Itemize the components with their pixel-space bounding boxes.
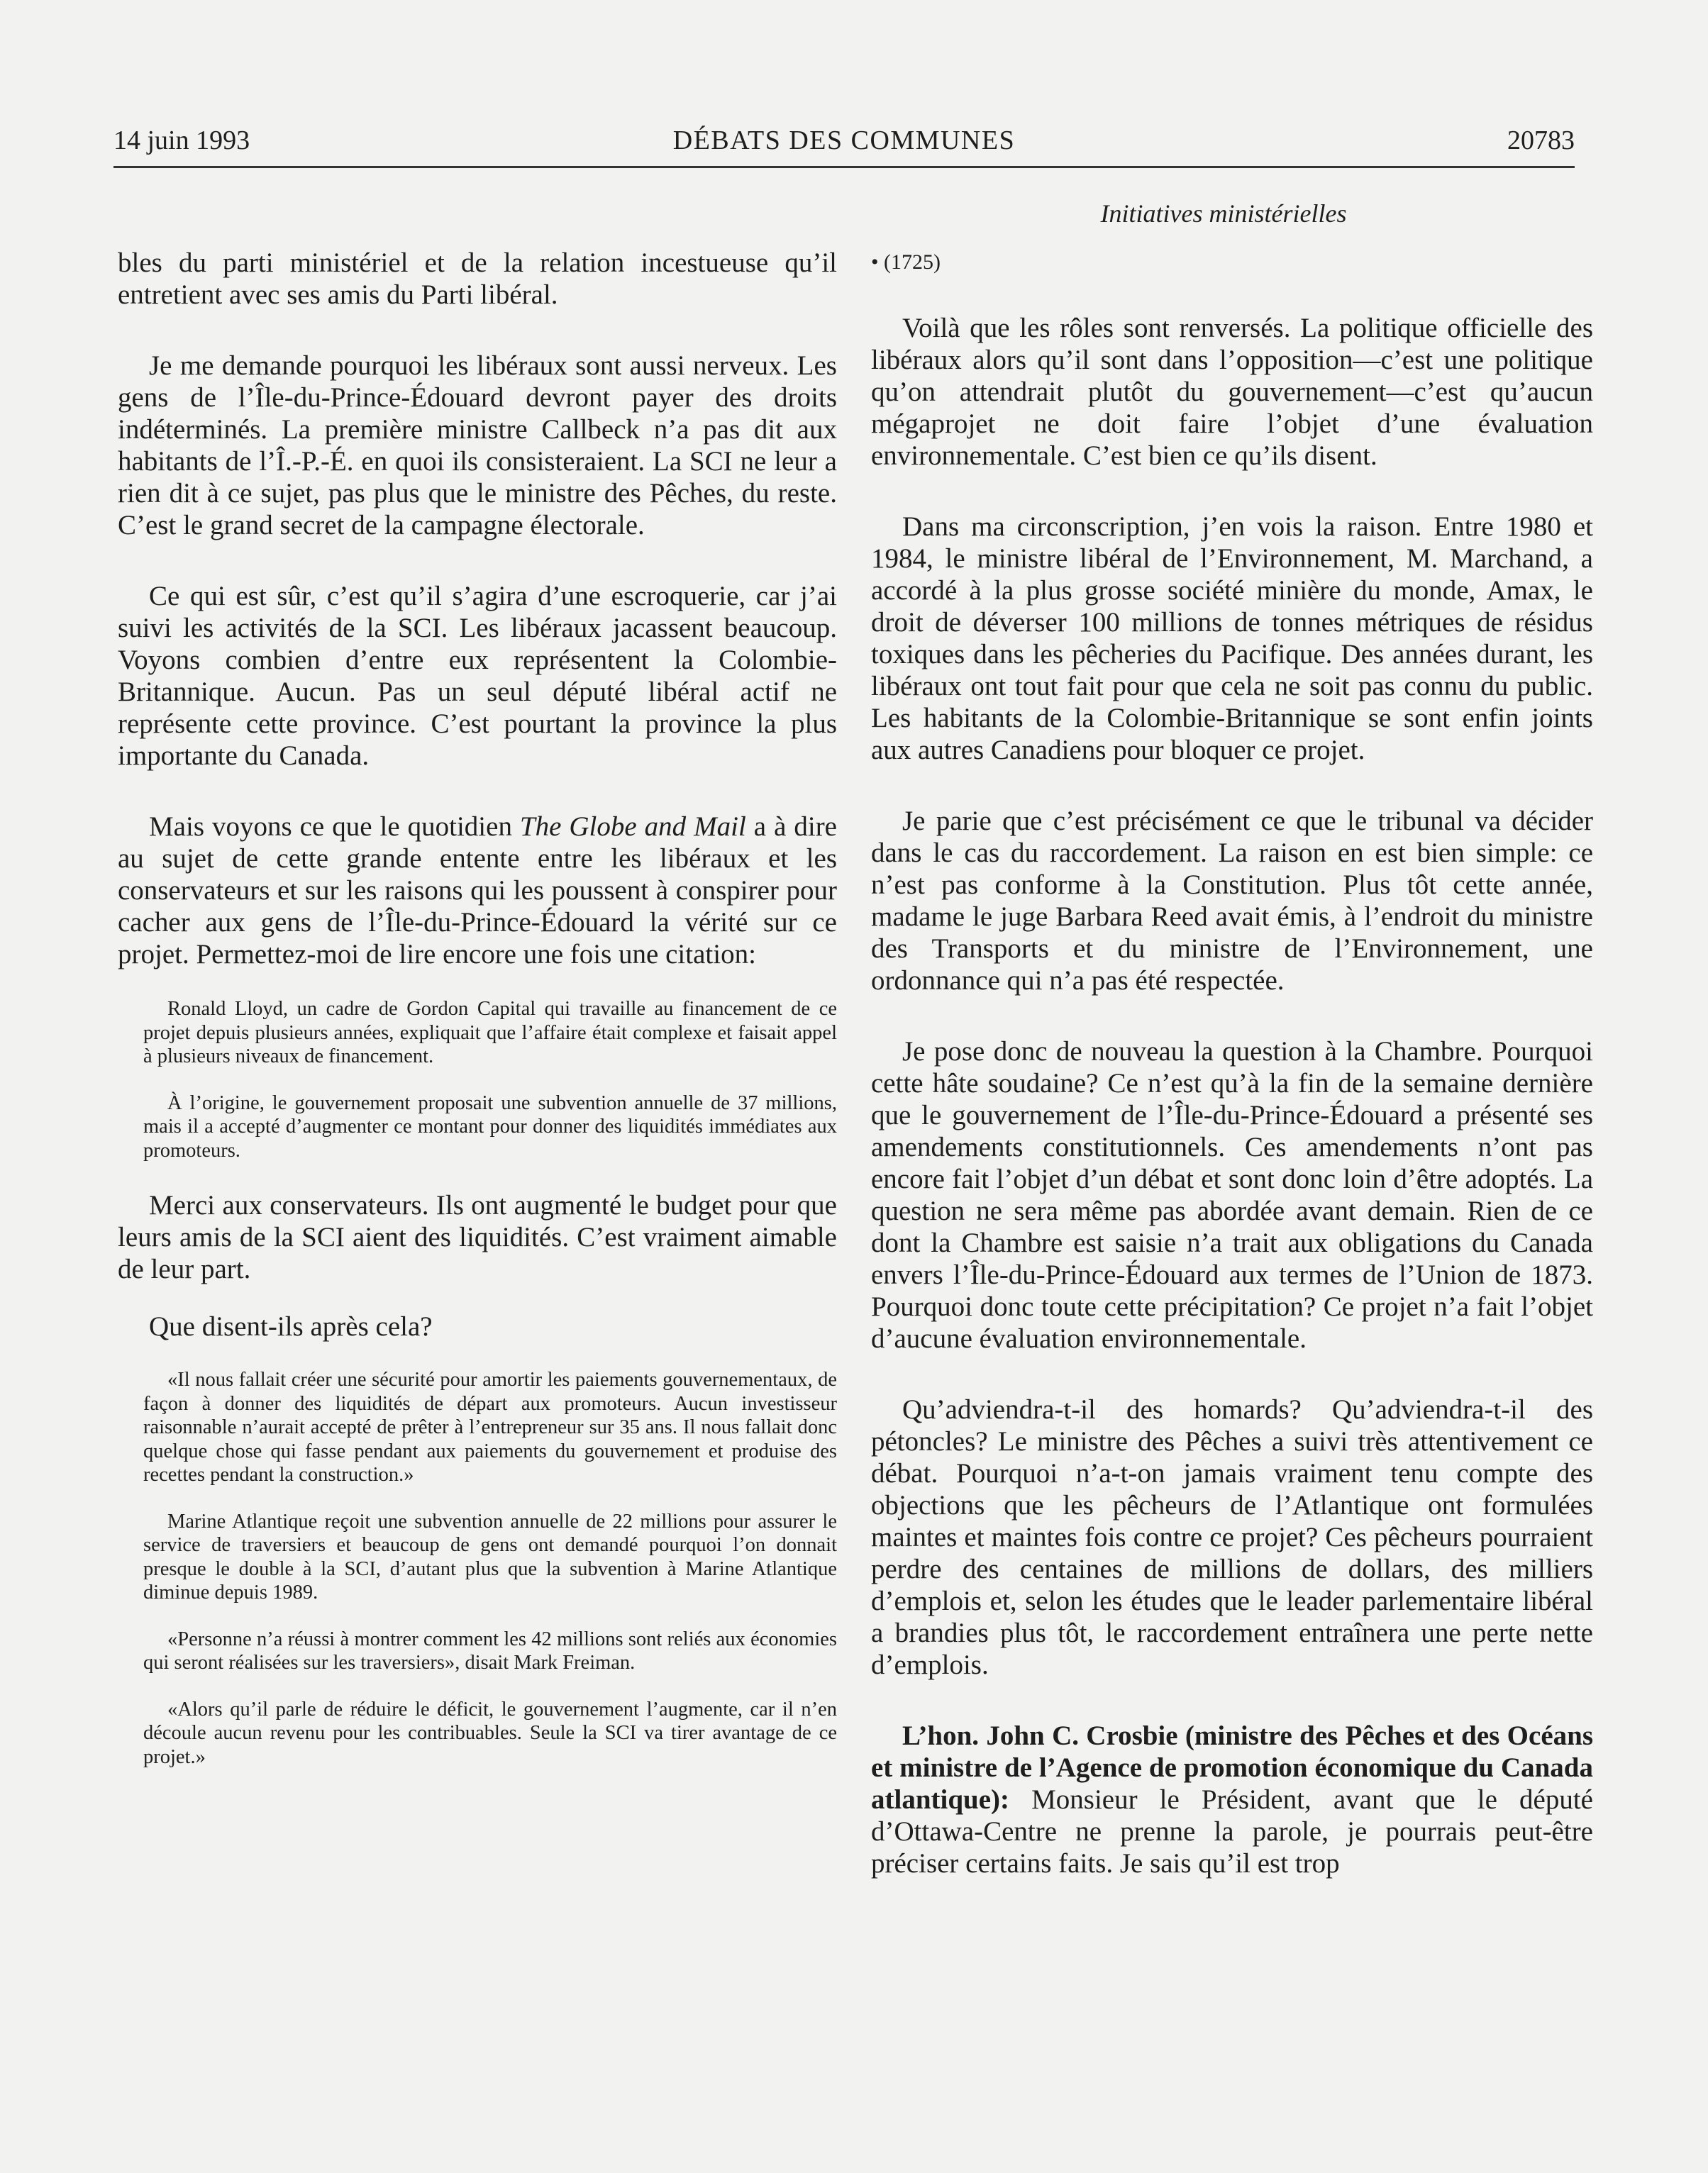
paragraph: Merci aux conservateurs. Ils ont augmenté le budget pour que leurs amis de la SCI aient des liquidités. C’est vraiment aimable de leur part. bbox=[118, 1190, 837, 1284]
paragraph: Je pose donc de nouveau la question à la Chambre. Pourquoi cette hâte soudaine? Ce n’est qu’à la fin de la semaine dernière que le gouvernement de l’Île-du-Prince-Édouard a présenté ses amendements constitutionnels. Ces amendements n’ont pas encore fait l’objet d’un débat et sont donc loin d’être adoptés. La question ne sera même pas abordée avant demain. Rien de ce dont la Chambre est saisie n’a trait aux obligations du Canada envers l’Île-du-Prince-Édouard aux termes de l’Union de 1873. Pourquoi donc toute cette précipitation? Ce projet n’a fait l’objet d’aucune évaluation environnementale. bbox=[871, 1036, 1593, 1354]
paragraph: Qu’adviendra-t-il des homards? Qu’adviendra-t-il des pétoncles? Le ministre des Pêches a suivi très attentivement ce débat. Pourquoi n’a-t-on jamais vraiment tenu compte des objections que les pêcheurs de l’Atlantique ont formulées maintes et maintes fois contre ce projet? Ces pêcheurs pourraient perdre des centaines de millions de dollars, des milliers d’emplois et, selon les études que le leader parlementaire libéral a brandies plus tôt, le raccordement entraînera une perte nette d’emplois. bbox=[871, 1394, 1593, 1680]
paragraph bbox=[118, 811, 837, 970]
paragraph: Je me demande pourquoi les libéraux sont aussi nerveux. Les gens de l’Île-du-Prince-Édouard devront payer des droits indéterminés. La première ministre Callbeck n’a pas dit aux habitants de l’Î.-P.-É. en quoi ils consisteraient. La SCI ne leur a rien dit à ce sujet, pas plus que le ministre des Pêches, du reste. C’est le grand secret de la campagne électorale. bbox=[118, 350, 837, 540]
quotation: «Alors qu’il parle de réduire le déficit, le gouvernement l’augmente, car il n’en découle aucun revenu pour les contribuables. Seule la SCI va tirer avantage de ce projet.» bbox=[143, 1698, 837, 1768]
paragraph: Je parie que c’est précisément ce que le tribunal va décider dans le cas du raccordement. La raison en est bien simple: ce n’est pas conforme à la Constitution. Plus tôt cette année, madame le juge Barbara Reed avait émis, à l’endroit du ministre des Transports et du ministre de l’Environnement, une ordonnance qui n’a pas été respectée. bbox=[871, 806, 1593, 996]
quotation: «Personne n’a réussi à montrer comment les 42 millions sont reliés aux économies qui seront réalisées sur les traversiers», disait Mark Freiman. bbox=[143, 1628, 837, 1674]
section-title: Initiatives ministérielles bbox=[1100, 199, 1347, 228]
paragraph-text: Monsieur le Président, avant que le député d’Ottawa-Centre ne prenne la parole, je pourrais peut-être préciser certains faits. Je sais qu’il est trop bbox=[871, 1784, 1593, 1879]
quotation: Ronald Lloyd, un cadre de Gordon Capital qui travaille au financement de ce projet depuis plusieurs années, expliquait que l’affaire était complexe et faisait appel à plusieurs niveaux de financement. bbox=[143, 998, 837, 1067]
paragraph-text: a à dire au sujet de cette grande entente entre les libéraux et les conservateurs et sur les raisons qui les poussent à conspirer pour cacher aux gens de l’Île-du-Prince-Édouard la vérité sur ce projet. Permettez-moi de lire encore une fois une citation: bbox=[118, 811, 837, 969]
quotation: «Il nous fallait créer une sécurité pour amortir les paiements gouvernementaux, de façon à donner des liquidités de départ aux promoteurs. Aucun investisseur raisonnable n’aurait accepté de prêter à l’entrepreneur sur 35 ans. Il nous fallait donc quelque chose qui fasse pendant aux paiements du gouvernement et produise des recettes pendant la construction.» bbox=[143, 1369, 837, 1486]
speaker-name: L’hon. John C. Crosbie (ministre des Pêches et des Océans et ministre de l’Agence de promotion économique du Canada atlantique): bbox=[871, 1721, 1593, 1815]
paragraph bbox=[871, 1720, 1593, 1879]
paragraph-text: Mais voyons ce que le quotidien bbox=[149, 811, 520, 842]
time-marker: • (1725) bbox=[871, 250, 941, 274]
left-column bbox=[118, 247, 837, 1769]
quotation: Marine Atlantique reçoit une subvention annuelle de 22 millions pour assurer le service de traversiers et beaucoup de gens ont demandé pourquoi l’on donnait presque le double à la SCI, d’autant plus que la subvention à Marine Atlantique diminue depuis 1989. bbox=[143, 1510, 837, 1604]
paragraph: bles du parti ministériel et de la relation incestueuse qu’il entretient avec ses amis du Parti libéral. bbox=[118, 248, 837, 310]
paragraph: Voilà que les rôles sont renversés. La politique officielle des libéraux alors qu’il sont dans l’opposition—c’est une politique qu’on attendrait plutôt du gouvernement—c’est qu’aucun mégaprojet ne doit faire l’objet d’une évaluation environnementale. C’est bien ce qu’ils disent. bbox=[871, 313, 1593, 471]
header-title: DÉBATS DES COMMUNES bbox=[672, 126, 1016, 155]
header-page-number: 20783 bbox=[1507, 126, 1575, 155]
right-column bbox=[871, 247, 1593, 1879]
paragraph: Que disent-ils après cela? bbox=[149, 1311, 433, 1342]
paragraph: Ce qui est sûr, c’est qu’il s’agira d’une escroquerie, car j’ai suivi les activités de la SCI. Les libéraux jacassent beaucoup. Voyons combien d’entre eux représentent la Colombie-Britannique. Aucun. Pas un seul député libéral actif ne représente cette province. C’est pourtant la province la plus importante du Canada. bbox=[118, 581, 837, 771]
quotation: À l’origine, le gouvernement proposait une subvention annuelle de 37 millions, mais il a accepté d’augmenter ce montant pour donner des liquidités immédiates aux promoteurs. bbox=[143, 1091, 837, 1162]
page-header bbox=[113, 122, 1575, 168]
newspaper-title: The Globe and Mail bbox=[519, 811, 746, 842]
paragraph: Dans ma circonscription, j’en vois la raison. Entre 1980 et 1984, le ministre libéral de l’Environnement, M. Marchand, a accordé à la plus grosse société minière du monde, Amax, le droit de déverser 100 millions de tonnes métriques de résidus toxiques dans les pêcheries du Pacifique. Des années durant, les libéraux ont tout fait pour que cela ne soit pas connu du public. Les habitants de la Colombie-Britannique se sont enfin joints aux autres Canadiens pour bloquer ce projet. bbox=[871, 511, 1593, 765]
header-date: 14 juin 1993 bbox=[113, 126, 250, 155]
